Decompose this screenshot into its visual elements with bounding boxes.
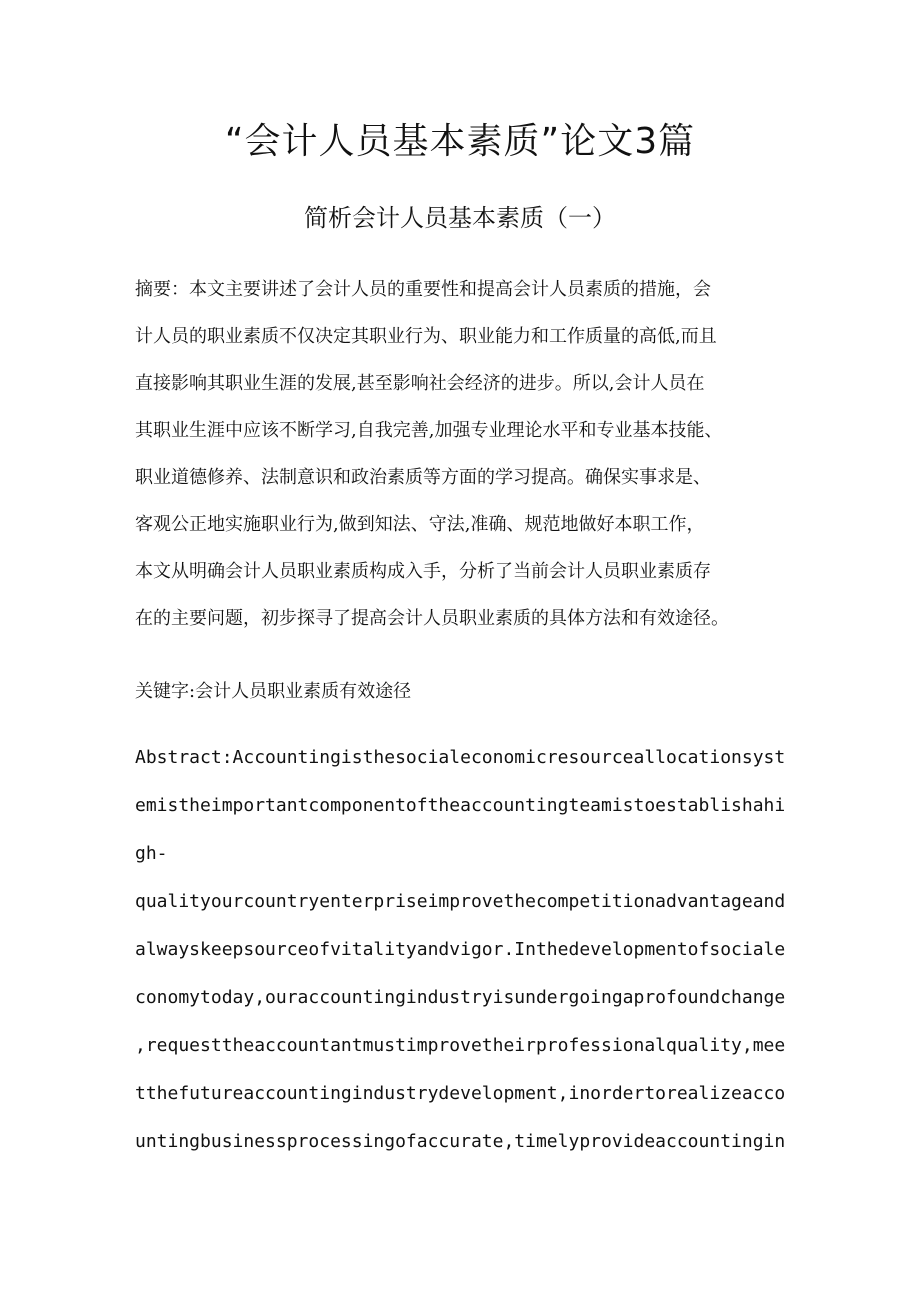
abstract-chinese: [135, 266, 790, 642]
abstract-cn-line: 本文从明确会计人员职业素质构成入手，分析了当前会计人员职业素质存: [135, 561, 711, 582]
document-title: “会计人员基本素质”论文3篇: [224, 121, 696, 162]
abstract-en-line: untingbusinessprocessingofaccurate,timelyprovideaccountingin: [135, 1131, 786, 1152]
abstract-cn-line: 计人员的职业素质不仅决定其职业行为、职业能力和工作质量的高低,而且: [135, 326, 717, 347]
abstract-en-line: qualityourcountryenterpriseimprovethecompetitionadvantageand: [135, 891, 786, 912]
abstract-english: [135, 734, 790, 1166]
abstract-cn-line: 其职业生涯中应该不断学习,自我完善,加强专业理论水平和专业基本技能、: [135, 420, 723, 441]
abstract-en-line: Abstract:Accountingisthesocialeconomicresourceallocationsyst: [135, 747, 786, 768]
document-subtitle: 简析会计人员基本素质（一）: [304, 204, 616, 232]
keywords: 关键字:会计人员职业素质有效途径: [135, 681, 412, 702]
abstract-cn-line: 在的主要问题，初步探寻了提高会计人员职业素质的具体方法和有效途径。: [135, 608, 729, 629]
abstract-cn-line: 直接影响其职业生涯的发展,甚至影响社会经济的进步。所以,会计人员在: [135, 373, 705, 394]
abstract-cn-line: 职业道德修养、法制意识和政治素质等方面的学习提高。确保实事求是、: [135, 467, 711, 488]
abstract-en-line: alwayskeepsourceofvitalityandvigor.Inthedevelopmentofsociale: [135, 939, 786, 960]
abstract-en-line: ,requesttheaccountantmustimprovetheirprofessionalquality,mee: [135, 1035, 786, 1056]
abstract-cn-line: 客观公正地实施职业行为,做到知法、守法,准确、规范地做好本职工作，: [135, 514, 705, 535]
abstract-en-line: emistheimportantcomponentoftheaccountingteamistoestablishahi: [135, 795, 786, 816]
abstract-en-line: conomytoday,ouraccountingindustryisundergoingaprofoundchange: [135, 987, 786, 1008]
abstract-en-line: tthefutureaccountingindustrydevelopment,inordertorealizeacco: [135, 1083, 786, 1104]
abstract-en-line: gh-: [135, 843, 168, 864]
abstract-cn-line: 摘要：本文主要讲述了会计人员的重要性和提高会计人员素质的措施，会: [135, 279, 711, 300]
